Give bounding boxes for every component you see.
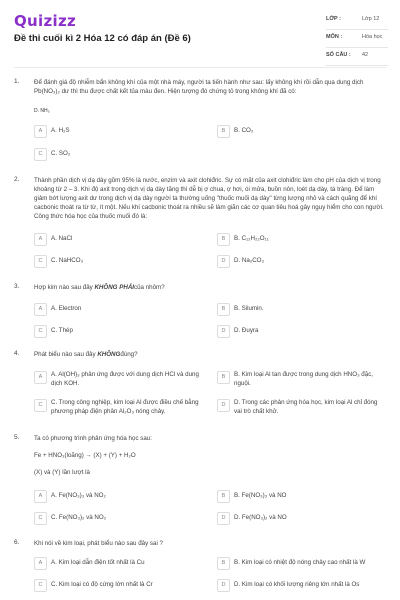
meta-info bbox=[326, 14, 388, 68]
meta-class-label: LỚP : bbox=[326, 16, 341, 22]
option-text: D. Kim loại có khối lượng riêng lớn nhất là Os bbox=[234, 581, 360, 588]
option-text: C. SO₂ bbox=[51, 150, 71, 157]
option-letter: D bbox=[217, 579, 230, 592]
meta-count-value: 42 bbox=[362, 52, 369, 58]
option-letter: A bbox=[34, 125, 47, 138]
option-b[interactable] bbox=[217, 125, 377, 139]
option-letter: D bbox=[217, 512, 230, 525]
option-c[interactable] bbox=[34, 148, 194, 162]
option-c[interactable] bbox=[34, 255, 194, 269]
question-subtext: D. NH₃ bbox=[34, 108, 50, 114]
meta-subject-label: MÔN : bbox=[326, 34, 343, 40]
option-a[interactable] bbox=[34, 490, 194, 504]
option-c[interactable] bbox=[34, 325, 194, 339]
option-text: D. Đuyra bbox=[234, 327, 259, 334]
meta-subject-value: Hóa học bbox=[362, 34, 383, 40]
option-d[interactable] bbox=[217, 399, 387, 419]
option-text: A. Fe(NO₃)₃ và NO₂ bbox=[51, 492, 106, 499]
question-number: 1. bbox=[14, 78, 20, 85]
option-b[interactable] bbox=[217, 557, 386, 571]
option-c[interactable] bbox=[34, 399, 204, 419]
option-letter: A bbox=[34, 303, 47, 316]
meta-class bbox=[326, 14, 388, 30]
option-text: D. Trong các phản ứng hóa học, kim loại Al chỉ đóng vai trò chất khử. bbox=[234, 399, 378, 415]
question-5 bbox=[14, 434, 386, 529]
question-number: 5. bbox=[14, 434, 20, 441]
question-text: Thành phần dịch vị dạ dày gồm 95% là nước, enzim và axit clohiđric. Sự có mặt của axit clohiđric làm cho pH của dịch vị trong khoảng từ 2 – 3. Khi độ axit trong dịch vị dạ dày tăng thì dễ bị ợ chua, ợ hơi, ói mửa, buồn nôn, loét dạ dày, tá tràng. Để làm giảm bớt lượng axit dư trong dịch vị dạ dày người ta thường uống "thuốc muối dạ dày" từng lượng nhỏ và cách quãng để khí cacbonic thoát ra từ từ, ít một. Nếu khí cacbonic thoát ra nhiều sẽ làm giãn các cơ quan tiêu hoá gây nguy hiểm cho con người. Công thức hóa học của thuốc muối đó là: bbox=[34, 177, 384, 220]
question-text: Ta có phương trình phản ứng hóa học sau: bbox=[34, 435, 152, 442]
option-letter: B bbox=[217, 371, 230, 384]
option-letter: D bbox=[217, 255, 230, 268]
option-letter: C bbox=[34, 148, 47, 161]
option-letter: B bbox=[217, 233, 230, 246]
header-divider bbox=[14, 67, 386, 68]
question-4 bbox=[14, 350, 386, 430]
option-letter: B bbox=[217, 490, 230, 503]
option-text: A. Al(OH)₃ phản ứng được với dung dịch HCl và dung dịch KOH. bbox=[51, 371, 199, 387]
option-letter: A bbox=[34, 371, 47, 384]
option-d[interactable] bbox=[217, 579, 386, 593]
option-c[interactable] bbox=[34, 579, 209, 593]
question-text: Để đánh giá độ nhiễm bẩn không khí của một nhà máy, người ta tiến hành như sau: lấy không khí rồi dẫn qua dung dịch Pb(NO₃)₂ dư thì thu được chất kết tủa màu đen. Hiện tượng đó chứng tỏ trong không khí đã có: bbox=[34, 79, 364, 95]
option-letter: A bbox=[34, 557, 47, 570]
option-letter: C bbox=[34, 325, 47, 338]
option-b[interactable] bbox=[217, 490, 377, 504]
meta-count-label: SỐ CÂU : bbox=[326, 52, 351, 58]
option-text: B. Kim loại có nhiệt độ nóng chảy cao nhất là W bbox=[234, 559, 366, 566]
option-d[interactable] bbox=[217, 255, 377, 269]
option-text: C. Trong công nghiệp, kim loại Al được điều chế bằng phương pháp điện phân Al₂O₃ nóng chảy. bbox=[51, 399, 199, 415]
question-equation: Fe + HNO₃(loãng) → (X) + (Y) + H₂O bbox=[34, 452, 136, 459]
option-letter: D bbox=[217, 399, 230, 412]
option-a[interactable] bbox=[34, 125, 194, 139]
option-b[interactable] bbox=[217, 233, 377, 247]
page-title: Đề thi cuối kì 2 Hóa 12 có đáp án (Đề 6) bbox=[14, 33, 191, 44]
option-letter: A bbox=[34, 490, 47, 503]
option-letter: D bbox=[217, 325, 230, 338]
option-text: A. Kim loại dẫn điện tốt nhất là Cu bbox=[51, 559, 145, 566]
option-letter: A bbox=[34, 233, 47, 246]
option-letter: C bbox=[34, 579, 47, 592]
option-letter: B bbox=[217, 303, 230, 316]
option-a[interactable] bbox=[34, 303, 194, 317]
question-6 bbox=[14, 539, 386, 597]
option-text: B. C₁₂H₂₂O₁₁ bbox=[234, 235, 269, 242]
option-text: B. CO₂ bbox=[234, 127, 254, 134]
question-prompt: (X) và (Y) lần lượt là bbox=[34, 469, 90, 476]
option-text: B. Silumin. bbox=[234, 305, 264, 312]
question-text: Khi nói về kim loại, phát biểu nào sau đây sai ? bbox=[34, 540, 163, 547]
option-text: D. Na₂CO₃ bbox=[234, 257, 265, 264]
question-number: 6. bbox=[14, 539, 20, 546]
option-text: B. Fe(NO₃)₃ và NO bbox=[234, 492, 287, 499]
question-number: 3. bbox=[14, 283, 20, 290]
question-text: Phát biểu nào sau đây KHÔNGđúng? bbox=[34, 351, 138, 358]
option-b[interactable] bbox=[217, 371, 387, 391]
option-a[interactable] bbox=[34, 557, 209, 571]
option-text: A. NaCl bbox=[51, 235, 73, 242]
question-1 bbox=[14, 78, 386, 173]
option-d[interactable] bbox=[217, 325, 377, 339]
option-text: C. Thép bbox=[51, 327, 73, 334]
option-c[interactable] bbox=[34, 512, 194, 526]
option-b[interactable] bbox=[217, 303, 377, 317]
question-number: 2. bbox=[14, 176, 20, 183]
option-a[interactable] bbox=[34, 233, 194, 247]
option-letter: C bbox=[34, 255, 47, 268]
meta-count bbox=[326, 50, 388, 66]
question-text: Hợp kim nào sau đây KHÔNG PHẢIcủa nhôm? bbox=[34, 284, 165, 291]
option-letter: C bbox=[34, 512, 47, 525]
option-letter: B bbox=[217, 125, 230, 138]
meta-subject bbox=[326, 32, 388, 48]
option-text: C. Fe(NO₃)₂ và NO₂ bbox=[51, 514, 107, 521]
meta-class-value: Lớp 12 bbox=[362, 16, 380, 22]
option-text: B. Kim loại Al tan được trong dung dịch HNO₃ đặc, nguội. bbox=[234, 371, 374, 387]
option-d[interactable] bbox=[217, 512, 377, 526]
question-3 bbox=[14, 283, 386, 343]
option-text: C. NaHCO₃ bbox=[51, 257, 84, 264]
option-text: A. H₂S bbox=[51, 127, 70, 134]
option-letter: B bbox=[217, 557, 230, 570]
quizizz-logo: Quizizz bbox=[14, 12, 77, 30]
question-2 bbox=[14, 176, 386, 276]
option-text: D. Fe(NO₃)₂ và NO bbox=[234, 514, 287, 521]
option-text: A. Electron bbox=[51, 305, 82, 312]
question-number: 4. bbox=[14, 350, 20, 357]
option-letter: C bbox=[34, 399, 47, 412]
option-a[interactable] bbox=[34, 371, 204, 391]
option-text: C. Kim loại có độ cứng lớn nhất là Cr bbox=[51, 581, 153, 588]
